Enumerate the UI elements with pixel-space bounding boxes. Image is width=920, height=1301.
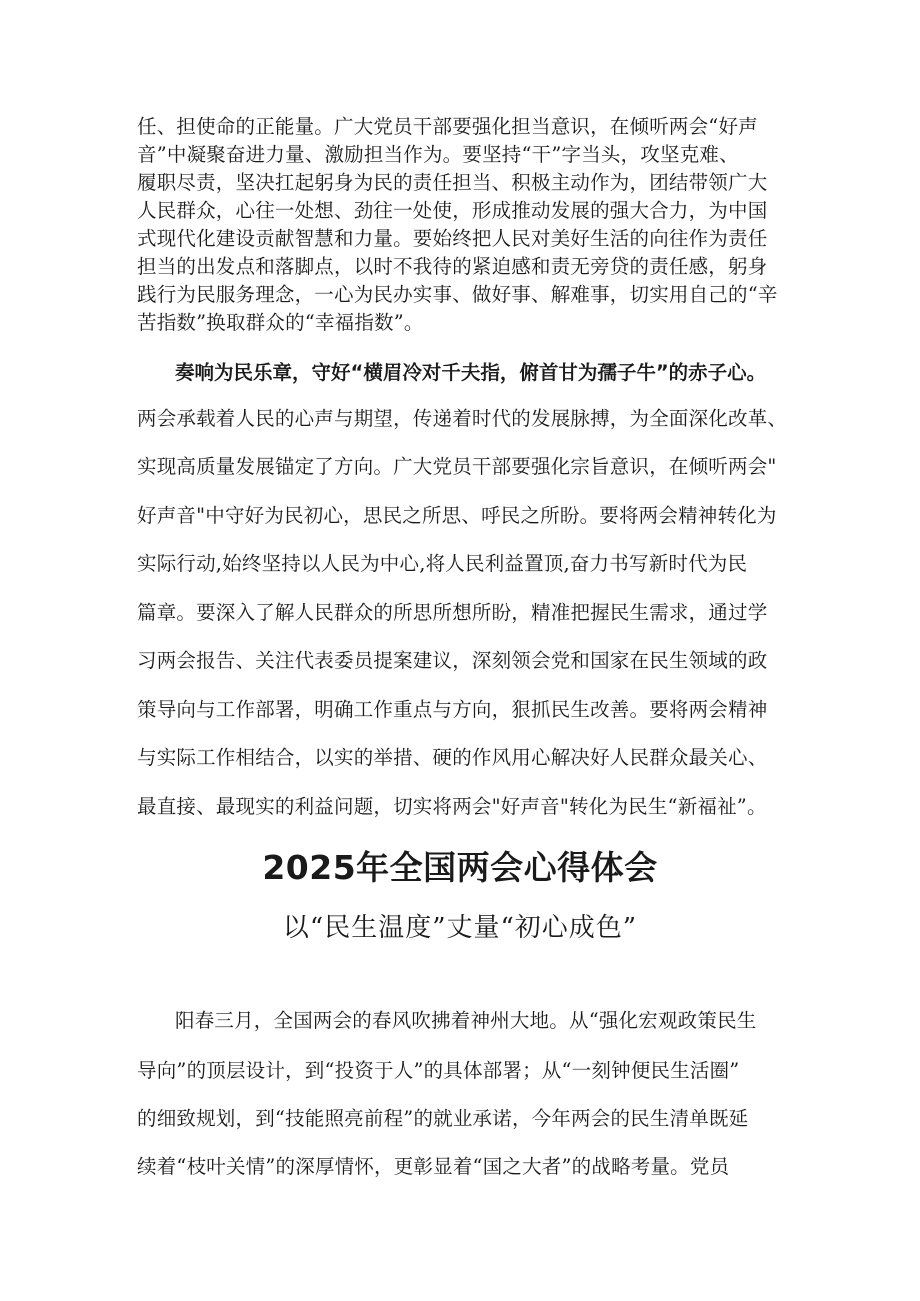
paragraph-line: 最直接、最现实的利益问题，切实将两会"好声音"转化为民生“新福祉”。	[137, 795, 767, 818]
paragraph-line: 践行为民服务理念，一心为民办实事、做好事、解难事，切实用自己的“辛	[137, 283, 778, 306]
paragraph-line: 履职尽责，坚决扛起躬身为民的责任担当、积极主动作为，团结带领广大	[137, 171, 768, 194]
paragraph-line: 人民群众，心往一处想、劲往一处使，形成推动发展的强大合力，为中国	[137, 199, 768, 222]
paragraph-line: 两会承载着人民的心声与期望，传递着时代的发展脉搏，为全面深化改革、	[137, 407, 788, 430]
paragraph-line: 阳春三月，全国两会的春风吹拂着神州大地。从“强化宏观政策民生	[175, 1009, 757, 1032]
paragraph-line: 式现代化建设贡献智慧和力量。要始终把人民对美好生活的向往作为责任	[137, 227, 768, 250]
paragraph-line: 好声音"中守好为民初心，思民之所思、呼民之所盼。要将两会精神转化为	[137, 504, 777, 527]
paragraph-line: 与实际工作相结合，以实的举措、硬的作风用心解决好人民群众最关心、	[137, 746, 768, 769]
paragraph-line: 担当的出发点和落脚点，以时不我待的紧迫感和责无旁贷的责任感，躬身	[137, 255, 768, 278]
paragraph-line: 习两会报告、关注代表委员提案建议，深刻领会党和国家在民生领域的政	[137, 649, 768, 672]
document-title: 2025年全国两会心得体会	[262, 848, 658, 887]
paragraph-line: 导向”的顶层设计，到“投资于人”的具体部署；从“一刻钟便民生活圈”	[137, 1059, 740, 1082]
section-lead-heading: 奏响为民乐章，守好“横眉冷对千夫指，俯首甘为孺子牛”的赤子心。	[175, 361, 767, 384]
paragraph-line: 实际行动,始终坚持以人民为中心,将人民利益置顶,奋力书写新时代为民	[137, 552, 748, 575]
paragraph-line: 任、担使命的正能量。广大党员干部要强化担当意识，在倾听两会“好声	[137, 115, 758, 138]
paragraph-line: 续着“枝叶关情”的深厚情怀，更彰显着“国之大者”的战略考量。党员	[137, 1155, 730, 1178]
paragraph-line: 篇章。要深入了解人民群众的所思所想所盼，精准把握民生需求，通过学	[137, 601, 768, 624]
paragraph-line: 策导向与工作部署，明确工作重点与方向，狠抓民生改善。要将两会精神	[137, 698, 768, 721]
paragraph-line: 实现高质量发展锚定了方向。广大党员干部要强化宗旨意识，在倾听两会"	[137, 455, 777, 478]
paragraph-line: 苦指数”换取群众的“幸福指数”。	[137, 311, 424, 334]
paragraph-line: 的细致规划，到“技能照亮前程”的就业承诺，今年两会的民生清单既延	[137, 1107, 749, 1130]
paragraph-line: 音”中凝聚奋进力量、激励担当作为。要坚持“干”字当头，攻坚克难、	[137, 143, 739, 166]
document-subtitle: 以“民生温度”丈量“初心成色”	[282, 913, 638, 943]
